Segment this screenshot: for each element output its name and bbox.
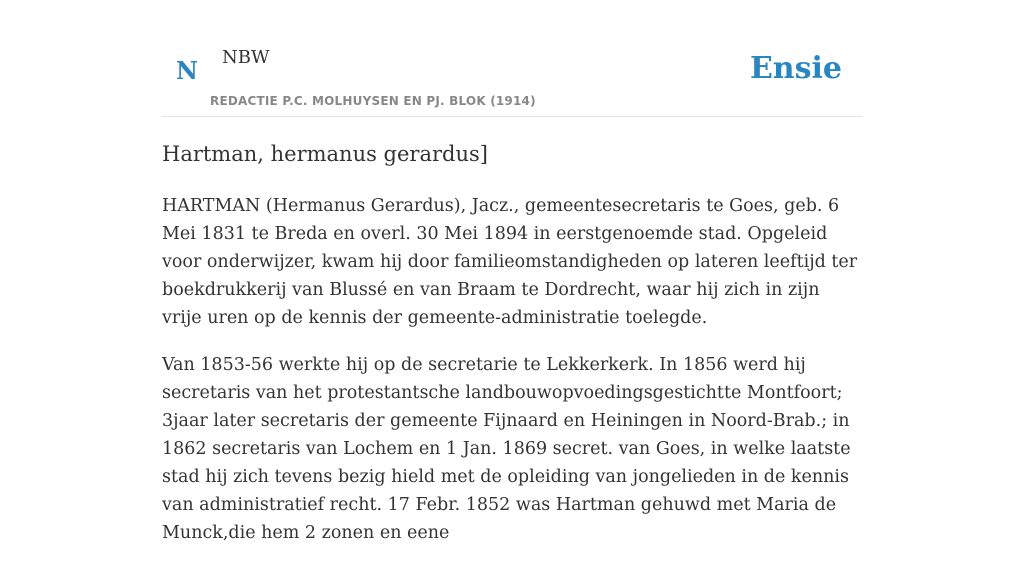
article-body — [162, 192, 862, 566]
source-subtitle: REDACTIE P.C. MOLHUYSEN EN PJ. BLOK (1914) — [210, 94, 536, 108]
ensie-logo-link[interactable]: Ensie — [749, 51, 842, 86]
article-title: Hartman, hermanus gerardus] — [162, 142, 488, 166]
article-paragraph: HARTMAN (Hermanus Gerardus), Jacz., gemeentesecretaris te Goes, geb. 6 Mei 1831 te Breda en overl. 30 Mei 1894 in eerstgenoemde stad. Opgeleid voor onderwijzer, kwam hij door familieomstandigheden op lateren leeftijd ter boekdrukkerij van Blussé en van Braam te Dordrecht, waar hij zich in zijn vrije uren op de kennis der gemeente-administratie toelegde. — [162, 196, 858, 328]
source-title-link[interactable]: NBW — [222, 47, 270, 68]
source-header — [162, 0, 862, 117]
article-paragraph: Van 1853-56 werkte hij op de secretarie te Lekkerkerk. In 1856 werd hij secretaris van het protestantsche landbouwopvoedingsgestichtte Montfoort; 3jaar later secretaris der gemeente Fijnaard en Heiningen in Noord-Brab.; in 1862 secretaris van Lochem en 1 Jan. 1869 secret. van Goes, in welke laatste stad hij zich tevens bezig hield met de opleiding van jongelieden in de kennis van administratief recht. 17 Febr. 1852 was Hartman gehuwd met Maria de Munck,die hem 2 zonen en eene — [162, 355, 851, 543]
source-logo[interactable]: N — [176, 56, 198, 85]
